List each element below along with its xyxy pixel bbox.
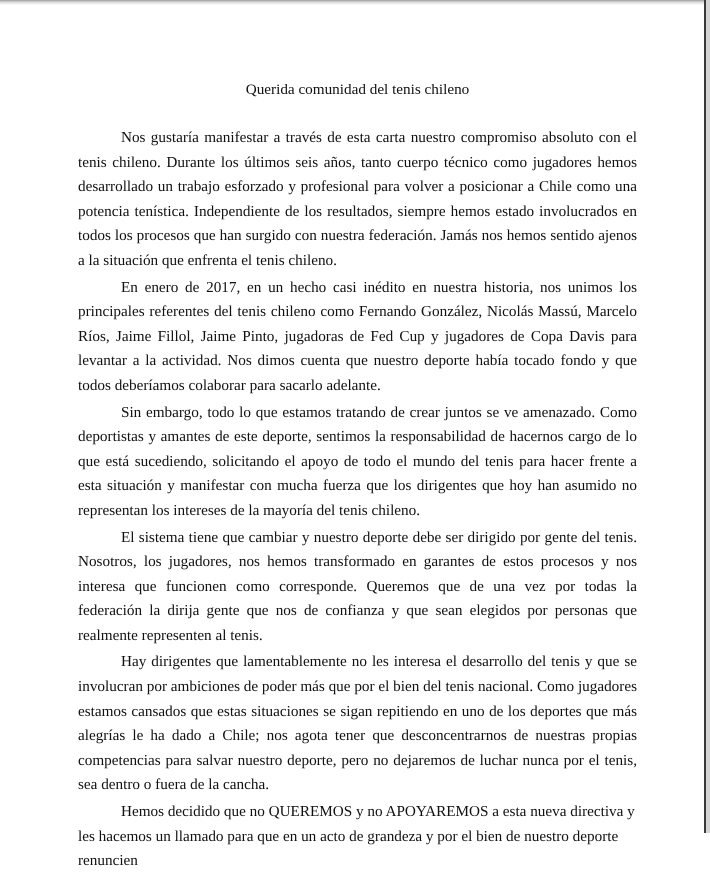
paragraph-2: En enero de 2017, en un hecho casi inédito en nuestra historia, nos unimos los principales referentes del tenis chileno como Fernando González, Nicolás Massú, Marcelo Ríos, Jaime Fillol, Jaime Pinto, jugadoras de Fed Cup y jugadores de Copa Davis para levantar a la actividad. Nos dimos cuenta que nuestro deporte había tocado fondo y que todos deberíamos colaborar para sacarlo adelante. — [78, 278, 637, 394]
paragraph-5: Hay dirigentes que lamentablemente no les interesa el desarrollo del tenis y que se involucran por ambiciones de poder más que por el bien del tenis nacional. Como jugadores estamos cansados que estas situaciones se sigan repitiendo en uno de los deportes que más alegrías le ha dado a Chile; nos agota tener que desconcentrarnos de nuestras propias competencias para salvar nuestro deporte, pero no dejaremos de luchar nunca por el tenis, sea dentro o fuera de la cancha. — [78, 653, 637, 794]
paragraph-6: Hemos decidido que no QUEREMOS y no APOYAREMOS a esta nueva directiva y les hacemos un llamado para que en un acto de grandeza y por el bien de nuestro deporte renuncien — [78, 803, 635, 870]
page-right-border — [704, 0, 710, 833]
letter-title: Querida comunidad del tenis chileno — [245, 81, 470, 98]
paragraph-1: Nos gustaría manifestar a través de esta carta nuestro compromiso absoluto con el tenis chileno. Durante los últimos seis años, tanto cuerpo técnico como jugadores hemos desarrollado un trabajo esforzado y profesional para volver a posicionar a Chile como una potencia tenística. Independiente de los resultados, siempre hemos estado involucrados en todos los procesos que han surgido con nuestra federación. Jamás nos hemos sentido ajenos a la situación que enfrenta el tenis chileno. — [78, 129, 637, 269]
page-top-shadow — [0, 0, 710, 5]
paragraph-3: Sin embargo, todo lo que estamos tratando de crear juntos se ve amenazado. Como deportistas y amantes de este deporte, sentimos la responsabilidad de hacernos cargo de lo que está sucediendo, solicitando el apoyo de todo el mundo del tenis para hacer frente a esta situación y manifestar con mucha fuerza que los dirigentes que hoy han asumido no representan los intereses de la mayoría del tenis chileno. — [78, 403, 637, 519]
document-page — [78, 78, 637, 876]
paragraph-4: El sistema tiene que cambiar y nuestro deporte debe ser dirigido por gente del tenis. Nosotros, los jugadores, nos hemos transformado en garantes de estos procesos y nos interesa que funcionen como corresponde. Queremos que de una vez por todas la federación la dirija gente que nos de confianza y que sean elegidos por personas que realmente representen al tenis. — [78, 528, 637, 644]
